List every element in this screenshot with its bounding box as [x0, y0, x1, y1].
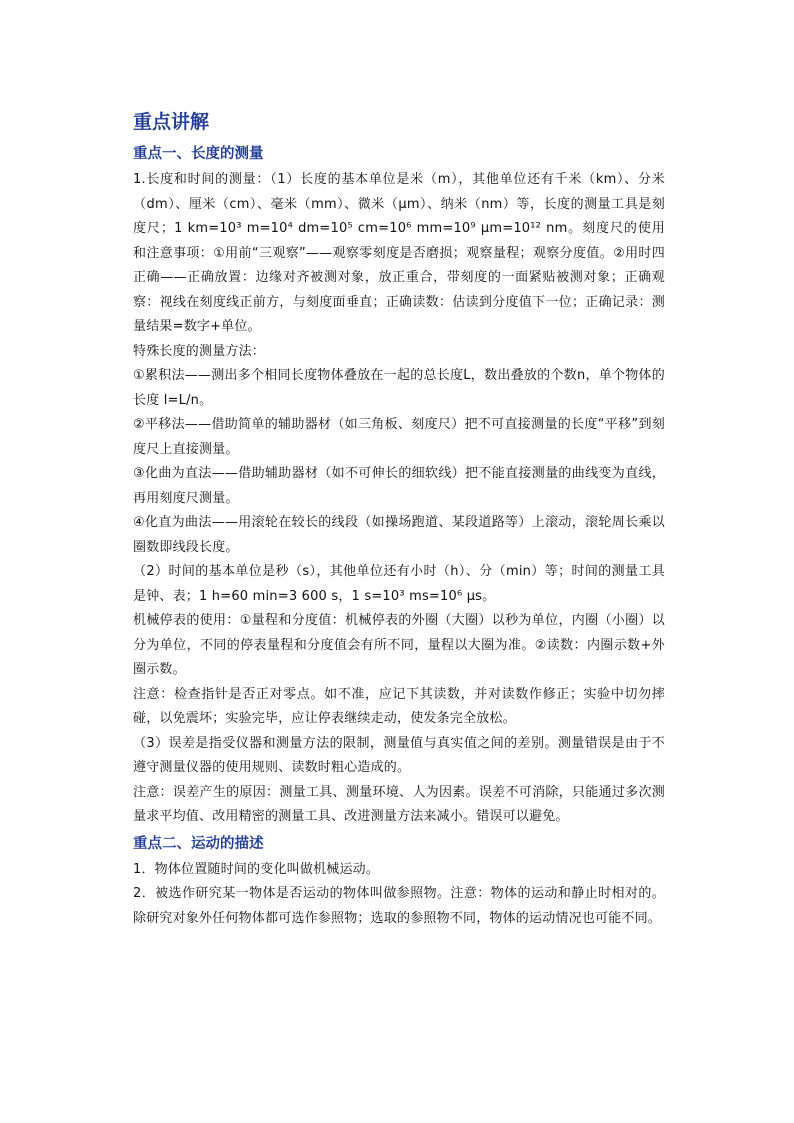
paragraph-accumulation-method: ①累积法——测出多个相同长度物体叠放在一起的总长度L，数出叠放的个数n，单个物体的长度 l=L/n。 — [133, 368, 665, 408]
paragraph-curve-to-straight-method: ③化曲为直法——借助辅助器材（如不可伸长的细软线）把不能直接测量的曲线变为直线，再用刻度尺测量。 — [133, 466, 665, 506]
paragraph-stopwatch-notes: 注意：检查指针是否正对零点。如不准，应记下其读数，并对读数作修正；实验中切勿摔碰，以免震坏；实验完毕，应让停表继续走动，使发条完全放松。 — [133, 686, 665, 726]
paragraph-length-and-time-measurement: 1.长度和时间的测量：（1）长度的基本单位是米（m），其他单位还有千米（km）、分米（dm）、厘米（cm）、毫米（mm）、微米（μm）、纳米（nm）等，长度的测量工具是刻度尺；1 km=10³ m=10⁴ dm=10⁵ cm=10⁶ mm=10⁹ μm=10¹² nm。刻度尺的使用和注意事项：①用前“三观察”——观察零刻度是否磨损；观察量程；观察分度值。②用时四正确——正确放置：边缘对齐被测对象，放正重合，带刻度的一面紧贴被测对象；正确观察：视线在刻度线正前方，与刻度面垂直；正确读数：估读到分度值下一位；正确记录：测量结果=数字+单位。 — [133, 172, 665, 334]
paragraph-stopwatch-usage: 机械停表的使用：①量程和分度值：机械停表的外圈（大圈）以秒为单位，内圈（小圈）以分为单位，不同的停表量程和分度值会有所不同，量程以大圈为准。②读数：内圈示数+外圈示数。 — [133, 613, 665, 677]
section-heading-motion-description: 重点二、运动的描述 — [133, 834, 264, 852]
document-content — [133, 108, 665, 931]
paragraph-translation-method: ②平移法——借助简单的辅助器材（如三角板、刻度尺）把不可直接测量的长度“平移”到刻度尺上直接测量。 — [133, 417, 665, 457]
paragraph-mechanical-motion: 1．物体位置随时间的变化叫做机械运动。 — [133, 861, 380, 877]
paragraph-straight-to-curve-method: ④化直为曲法——用滚轮在较长的线段（如操场跑道、某段道路等）上滚动，滚轮周长乘以圈数即线段长度。 — [133, 515, 665, 555]
paragraph-reference-object: 2．被选作研究某一物体是否运动的物体叫做参照物。注意：物体的运动和静止时相对的。除研究对象外任何物体都可选作参照物；选取的参照物不同，物体的运动情况也可能不同。 — [133, 886, 665, 926]
paragraph-special-methods-title: 特殊长度的测量方法： — [133, 343, 266, 359]
paragraph-error-definition: （3）误差是指受仪器和测量方法的限制，测量值与真实值之间的差别。测量错误是由于不遵守测量仪器的使用规则、读数时粗心造成的。 — [133, 735, 665, 775]
paragraph-error-notes: 注意：误差产生的原因：测量工具、测量环境、人为因素。误差不可消除，只能通过多次测量求平均值、改用精密的测量工具、改进测量方法来减小。错误可以避免。 — [133, 784, 665, 824]
page-title: 重点讲解 — [133, 111, 210, 133]
section-heading-length-measurement: 重点一、长度的测量 — [133, 145, 264, 162]
paragraph-time-units: （2）时间的基本单位是秒（s），其他单位还有小时（h）、分（min）等；时间的测量工具是钟、表；1 h=60 min=3 600 s，1 s=10³ ms=10⁶ μs。 — [133, 564, 665, 604]
